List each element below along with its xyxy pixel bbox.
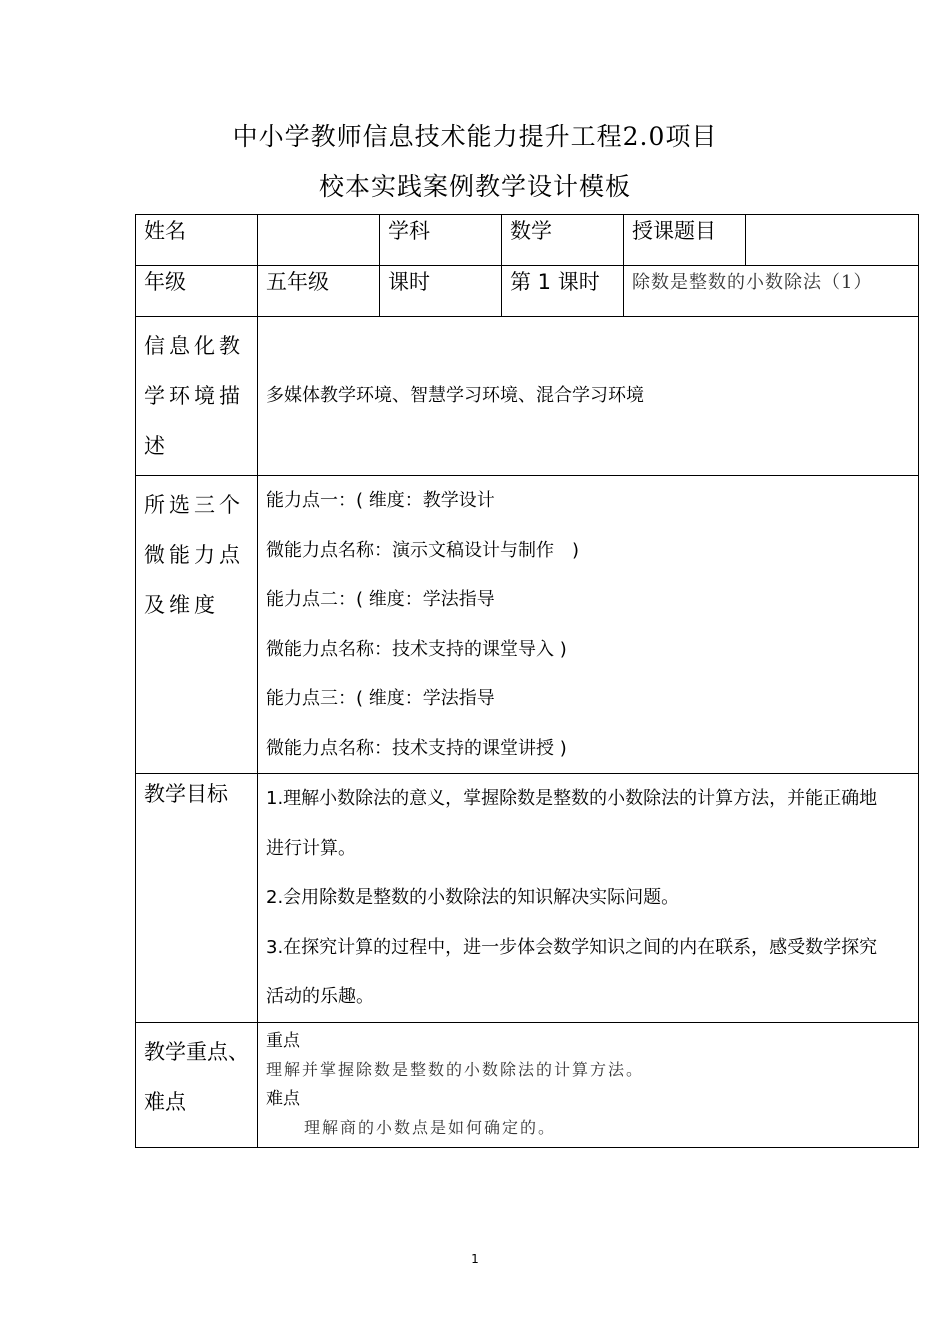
grade-value: 五年级 xyxy=(266,270,329,294)
key-points-value-cell[interactable] xyxy=(258,1022,919,1147)
objectives-label: 教学目标 xyxy=(144,782,228,806)
grade-label: 年级 xyxy=(144,270,186,294)
name-value-cell[interactable] xyxy=(258,215,380,266)
name-label: 姓名 xyxy=(144,219,186,243)
ability-line-4: 微能力点名称：技术支持的课堂导入 ) xyxy=(266,638,567,660)
difficult-point-heading: 难点 xyxy=(266,1088,300,1109)
topic-label: 授课题目 xyxy=(632,219,716,243)
key-points-block xyxy=(258,1023,918,1147)
period-value-cell[interactable] xyxy=(502,266,624,317)
environment-value: 多媒体教学环境、智慧学习环境、混合学习环境 xyxy=(266,385,644,407)
abilities-label: 所选三个微能力点及维度 xyxy=(144,493,244,617)
topic-title: 除数是整数的小数除法（1） xyxy=(632,272,873,293)
subject-value-cell[interactable] xyxy=(502,215,624,266)
lesson-design-table xyxy=(135,214,919,1148)
document-subtitle: 校本实践案例教学设计模板 xyxy=(318,172,631,201)
subject-label: 学科 xyxy=(388,219,430,243)
key-points-label: 教学重点、难点 xyxy=(144,1039,249,1114)
abilities-value-cell[interactable] xyxy=(258,476,919,774)
objectives-value-cell[interactable] xyxy=(258,774,919,1023)
name-value xyxy=(258,215,379,223)
page-number: 1 xyxy=(471,1252,479,1266)
objectives-list xyxy=(258,774,918,1022)
difficult-point-text: 理解商的小数点是如何确定的。 xyxy=(304,1117,557,1137)
period-value: 第 1 课时 xyxy=(510,270,600,294)
table-row-key-points xyxy=(136,1022,919,1147)
objectives-label-cell xyxy=(136,774,258,1023)
environment-value-cell[interactable] xyxy=(258,317,919,476)
table-row-abilities xyxy=(136,476,919,774)
grade-label-cell xyxy=(136,266,258,317)
subject-value: 数学 xyxy=(510,219,552,243)
objective-line-3: 2.会用除数是整数的小数除法的知识解决实际问题。 xyxy=(266,887,680,908)
key-point-heading: 重点 xyxy=(266,1030,300,1051)
key-point-text: 理解并掌握除数是整数的小数除法的计算方法。 xyxy=(266,1059,645,1079)
ability-line-6: 微能力点名称：技术支持的课堂讲授 ) xyxy=(266,737,567,759)
environment-label: 信息化教学环境描述 xyxy=(144,334,244,458)
topic-label-cell xyxy=(624,215,746,266)
abilities-list xyxy=(258,476,918,773)
objective-line-1: 1.理解小数除法的意义，掌握除数是整数的小数除法的计算方法，并能正确地 xyxy=(266,788,878,809)
objective-line-2: 进行计算。 xyxy=(266,837,356,859)
abilities-label-cell xyxy=(136,476,258,774)
objective-line-4: 3.在探究计算的过程中，进一步体会数学知识之间的内在联系，感受数学探究 xyxy=(266,936,878,958)
objective-line-5: 活动的乐趣。 xyxy=(266,986,374,1007)
table-row-grade xyxy=(136,266,919,317)
ability-line-1: 能力点一：( 维度：教学设计 xyxy=(266,490,495,511)
topic-value-cell[interactable] xyxy=(746,215,919,266)
environment-label-cell xyxy=(136,317,258,476)
topic-value xyxy=(746,215,918,223)
subject-label-cell xyxy=(380,215,502,266)
table-row-objectives xyxy=(136,774,919,1023)
ability-line-3: 能力点二：( 维度：学法指导 xyxy=(266,589,495,610)
topic-title-cell[interactable] xyxy=(624,266,919,317)
key-points-label-cell xyxy=(136,1022,258,1147)
period-label: 课时 xyxy=(388,270,430,294)
period-label-cell xyxy=(380,266,502,317)
name-label-cell xyxy=(136,215,258,266)
table-row-basic-info xyxy=(136,215,919,266)
document-title: 中小学教师信息技术能力提升工程2.0项目 xyxy=(232,122,718,151)
ability-line-5: 能力点三：( 维度：学法指导 xyxy=(266,688,495,709)
table-row-environment xyxy=(136,317,919,476)
grade-value-cell[interactable] xyxy=(258,266,380,317)
ability-line-2: 微能力点名称：演示文稿设计与制作 ) xyxy=(266,539,580,561)
